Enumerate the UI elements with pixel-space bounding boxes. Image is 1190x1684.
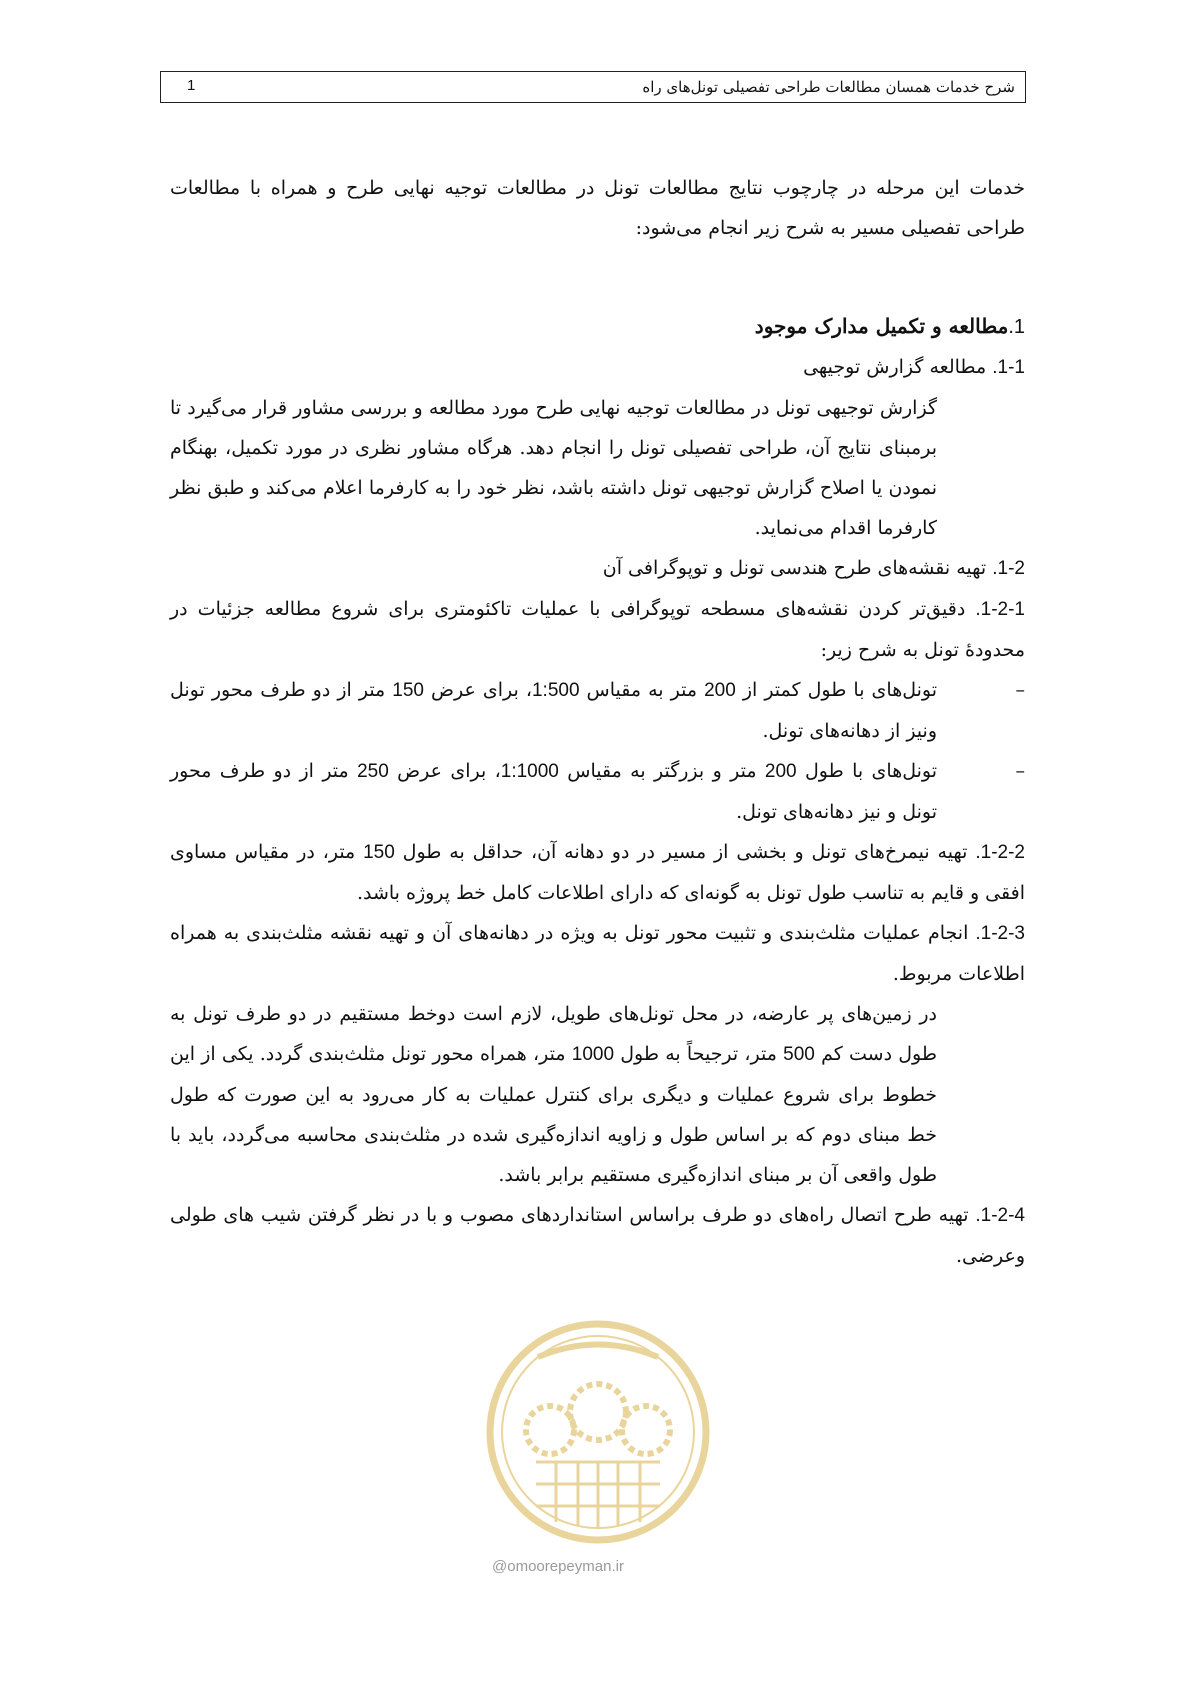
intro-paragraph: خدمات این مرحله در چارچوب نتایج مطالعات تونل در مطالعات توجیه نهایی طرح و همراه با مطالعات طراحی تفصیلی مسیر به شرح زیر انجام می‌شود: xyxy=(170,177,1025,239)
dash-marker: – xyxy=(1015,679,1025,701)
bullet-number: 200 xyxy=(764,761,797,782)
bullet-text: متر از دو طرف محور تونل ونیز از دهانه‌های تونل. xyxy=(170,679,937,742)
bullet-text: ، برای عرض xyxy=(423,679,532,701)
body-value: 500 xyxy=(783,1044,815,1065)
bullet-text: متر از دو طرف محور تونل و نیز دهانه‌های تونل. xyxy=(170,760,937,823)
bullet-text: متر به مقیاس xyxy=(579,679,705,701)
section-1-heading xyxy=(170,306,1025,347)
item-text: تهیه نیمرخ‌های تونل و بخشی از مسیر در دو دهانه آن، حداقل به طول xyxy=(394,841,968,863)
bullet-number: 200 xyxy=(704,680,736,701)
bullet-scale: 1:1000 xyxy=(500,761,559,782)
item-1-2-2 xyxy=(170,832,1025,913)
bullet-scale: 1:500 xyxy=(531,680,580,701)
bullet-number: 250 xyxy=(357,761,389,782)
item-number: 1-2-3. xyxy=(975,923,1025,944)
item-text: انجام عملیات مثلث‌بندی و تثبیت محور تونل به ویژه در دهانه‌های آن و تهیه نقشه مثلث‌بندی به همراه اطلاعات مربوط. xyxy=(170,922,1025,985)
subsection-title: مطالعه گزارش توجیهی xyxy=(803,356,987,378)
item-1-2-3 xyxy=(170,913,1025,994)
item-text: دقیق‌تر کردن نقشه‌های مسطحه توپوگرافی با عملیات تاکئومتری برای شروع مطالعه جزئیات در محدودهٔ تونل به شرح زیر: xyxy=(170,598,1025,661)
item-1-2-4 xyxy=(170,1195,1025,1276)
bullet-text: متر و بزرگتر به مقیاس xyxy=(558,760,765,782)
section-number: 1. xyxy=(1008,316,1025,338)
section-title: مطالعه و تکمیل مدارک موجود xyxy=(754,314,1009,338)
watermark-logo xyxy=(478,1312,718,1587)
item-1-2-1 xyxy=(170,589,1025,670)
item-number: 1-2-4. xyxy=(975,1205,1025,1226)
bullet-item xyxy=(170,751,1025,832)
item-1-2-3-body xyxy=(170,994,1025,1195)
subsection-title: تهیه نقشه‌های طرح هندسی تونل و توپوگرافی آن xyxy=(602,557,987,579)
body-text: متر، همراه محور تونل مثلث‌بندی گردد. یکی از این خطوط برای شروع عملیات و دیگری برای کنترل عملیات به کار می‌رود به این صورت که طول خط مبنای دوم که بر اساس طول و زاویه اندازه‌گیری شده در مثلث‌بندی محاسبه می‌گردد، باید با طول واقعی آن بر مبنای اندازه‌گیری مستقیم برابر باشد. xyxy=(170,1043,937,1186)
bullet-text: ، برای عرض xyxy=(388,760,501,782)
subsection-1-1-body: گزارش توجیهی تونل در مطالعات توجیه نهایی طرح مورد مطالعه و بررسی مشاور قرار می‌گیرد تا برمبنای نتایج آن، طراحی تفصیلی تونل را انجام دهد. هرگاه مشاور نظری در مورد تکمیل، بهنگام نمودن یا اصلاح گزارش توجیهی تونل داشته باشد، نظر خود را به کارفرما اعلام می‌کند و طبق نظر کارفرما اقدام می‌نماید. xyxy=(170,397,937,539)
subsection-1-1-heading xyxy=(170,347,1025,388)
bullet-item xyxy=(170,670,1025,751)
dash-marker: – xyxy=(1015,760,1025,782)
item-text: تهیه طرح اتصال راه‌های دو طرف براساس استانداردهای مصوب و با در نظر گرفتن شیب های طولی وعرضی. xyxy=(170,1204,1025,1267)
subsection-1-2-heading xyxy=(170,548,1025,589)
page-number: 1 xyxy=(187,77,196,94)
item-number: 1-2-2. xyxy=(975,842,1025,863)
subsection-number: 1-2. xyxy=(992,558,1025,579)
page-header xyxy=(160,71,1026,103)
item-value: 150 xyxy=(363,842,395,863)
bullet-number: 150 xyxy=(392,680,424,701)
subsection-number: 1-1. xyxy=(992,357,1025,378)
watermark-url: @omoorepeyman.ir xyxy=(492,1558,624,1575)
body-text: متر، ترجیحاً به طول xyxy=(614,1043,784,1065)
header-title: شرح خدمات همسان مطالعات طراحی تفصیلی تونل‌های راه xyxy=(642,78,1015,96)
item-number: 1-2-1. xyxy=(975,599,1025,620)
body-text: در زمین‌های پر عارضه، در محل تونل‌های طویل، لازم است دوخط مستقیم در دو طرف تونل به طول دست کم xyxy=(170,1003,937,1065)
document-body xyxy=(170,168,1025,1276)
bullet-text: تونل‌های با طول xyxy=(796,760,937,782)
body-value: 1000 xyxy=(571,1044,615,1065)
bullet-text: تونل‌های با طول کمتر از xyxy=(735,679,937,701)
item-text: متر، در مقیاس مساوی افقی و قایم به تناسب طول تونل به گونه‌ای که دارای اطلاعات کامل خط پروژه باشد. xyxy=(170,841,1025,904)
